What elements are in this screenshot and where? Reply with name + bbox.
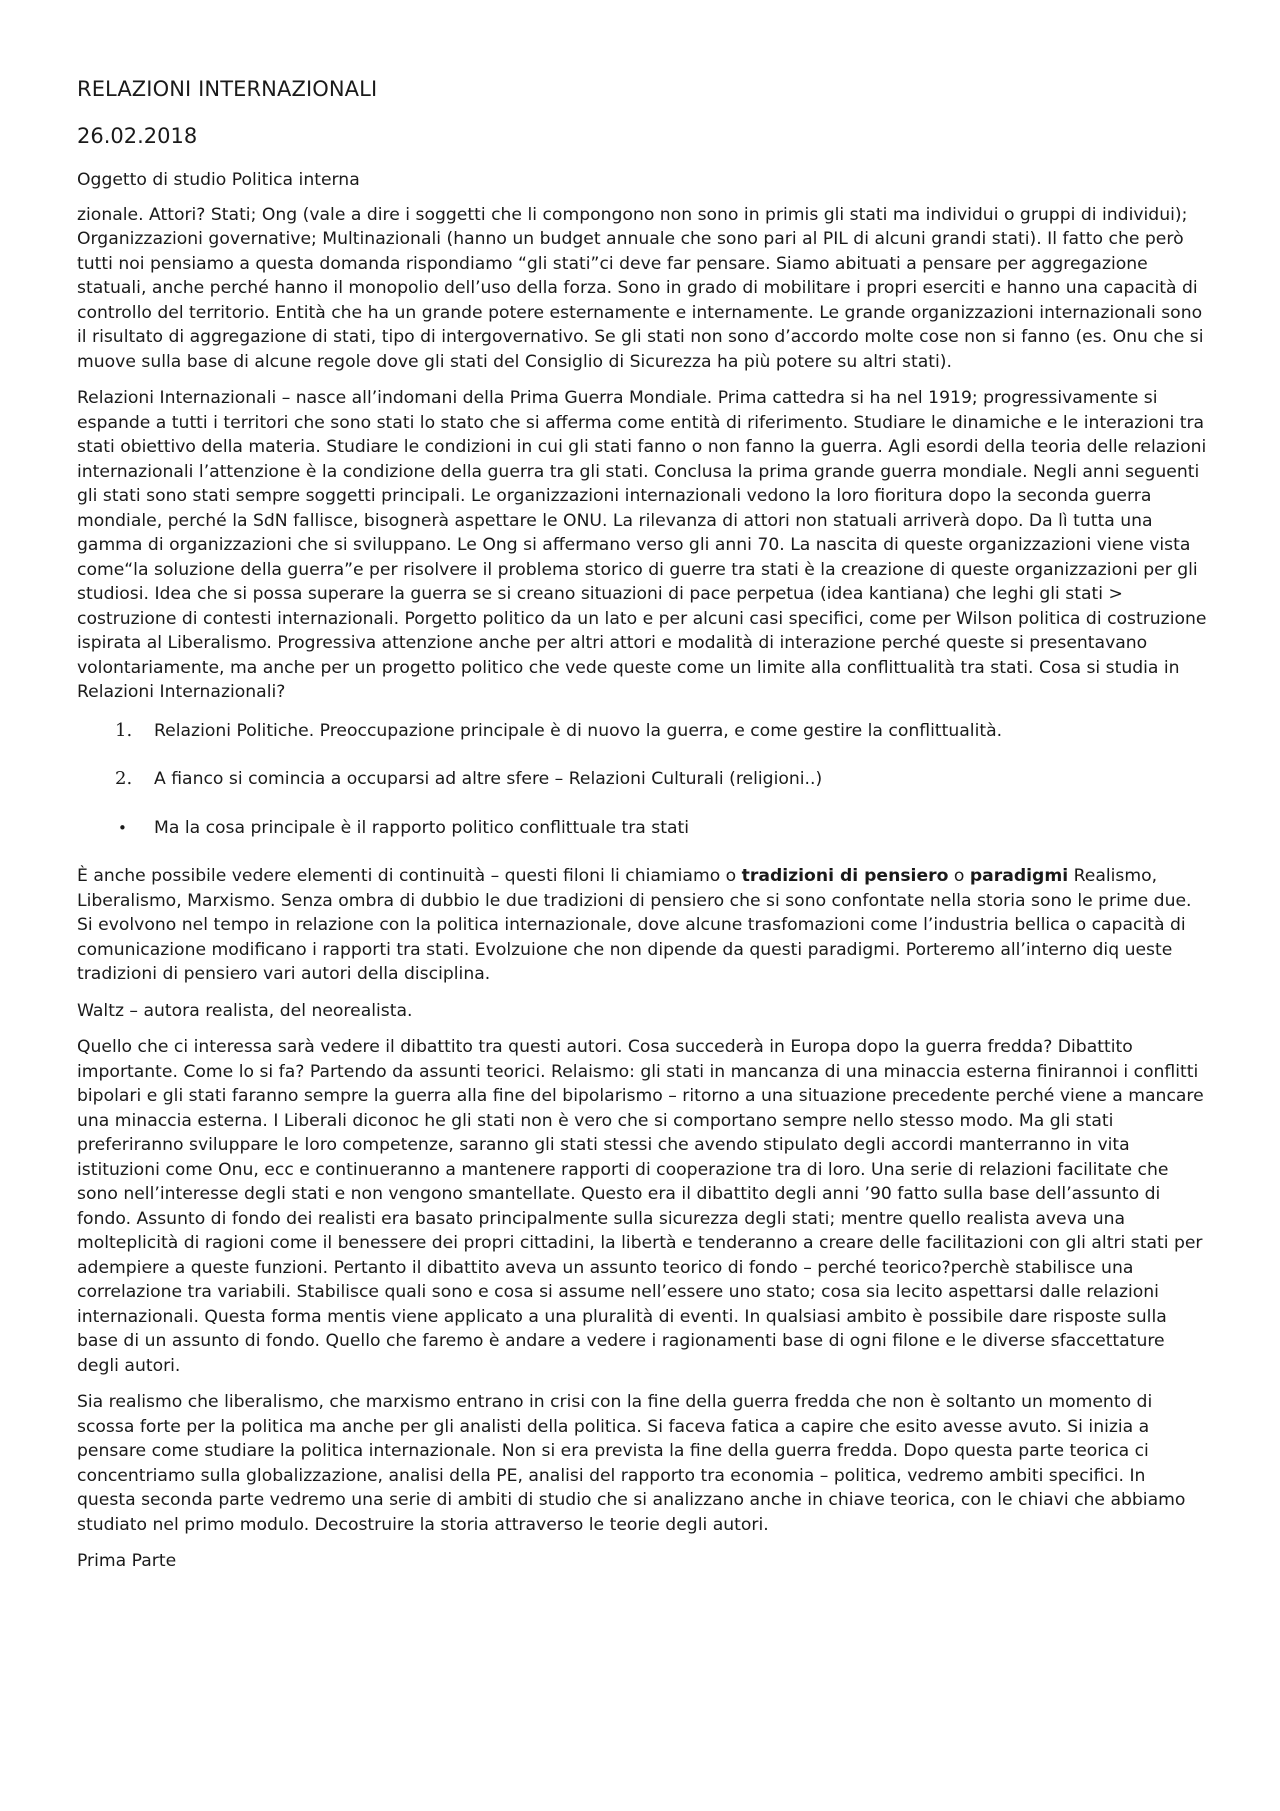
list-marker: 2. [115, 768, 133, 789]
list-item [77, 816, 1207, 841]
paragraph-actors: zionale. Attori? Stati; Ong (vale a dire i soggetti che li compongono non sono in primis gli stati ma individui o gruppi di individui); Organizzazioni governative; Multinazionali (hanno un budget annuale che sono pari al PIL di alcuni grandi stati). Il fatto che però tutti noi pensiamo a questa domanda rispondiamo “gli stati”ci deve far pensare. Siamo abituati a pensare per aggregazione statuali, anche perché hanno il monopolio dell’uso della forza. Sono in grado di mobilitare i propri eserciti e hanno una capacità di controllo del territorio. Entità che ha un grande potere esternamente e internamente. Le grande organizzazioni internazionali sono il risultato di aggregazione di stati, tipo di intergovernativo. Se gli stati non sono d’accordo molte cose non si fanno (es. Onu che si muove sulla base di alcune regole dove gli stati del Consiglio di Sicurezza ha più potere su altri stati). [77, 204, 1204, 372]
subject-line: Oggetto di studio Politica interna [77, 170, 360, 190]
term-tradizioni-di-pensiero: tradizioni di pensiero [741, 866, 949, 886]
term-paradigmi: paradigmi [969, 866, 1069, 886]
document-date: 26.02.2018 [77, 124, 198, 148]
paragraph-history: Relazioni Internazionali – nasce all’indomani della Prima Guerra Mondiale. Prima cattedra si ha nel 1919; progressivamente si espande a tutti i territori che sono stati lo stato che si afferma come entità di riferimento. Studiare le dinamiche e le interazioni tra stati obiettivo della materia. Studiare le condizioni in cui gli stati fanno o non fanno la guerra. Agli esordi della teoria delle relazioni internazionali l’attenzione è la condizione della guerra tra gli stati. Conclusa la prima grande guerra mondiale. Negli anni seguenti gli stati sono stati sempre soggetti principali. Le organizzazioni internazionali vedono la loro fioritura dopo la seconda guerra mondiale, perché la SdN fallisce, bisognerà aspettare le ONU. La rilevanza di attori non statuali arriverà dopo. Da lì tutta una gamma di organizzazioni che si sviluppano. Le Ong si affermano verso gli anni 70. La nascita di queste organizzazioni viene vista come“la soluzione della guerra”e per risolvere il problema storico di guerre tra stati è la creazione di queste organizzazioni per gli studiosi. Idea che si possa superare la guerra se si creano situazioni di pace perpetua (idea kantiana) che leghi gli stati > costruzione di contesti internazionali. Porgetto politico da un lato e per alcuni casi specifici, come per Wilson politica di costruzione ispirata al Liberalismo. Progressiva attenzione anche per altri attori e modalità di interazione perché queste si presentavano volontariamente, ma anche per un progetto politico che vede queste come un limite alla conflittualità tra stati. Cosa si studia in Relazioni Internazionali? [77, 388, 1207, 702]
list-item-text: Relazioni Politiche. Preoccupazione principale è di nuovo la guerra, e come gestire la conflittualità. [154, 720, 1003, 741]
list-item-text: Ma la cosa principale è il rapporto politico conflittuale tra stati [154, 817, 690, 838]
list-item [77, 719, 1207, 744]
paragraph-crisis: Sia realismo che liberalismo, che marxismo entrano in crisi con la fine della guerra fredda che non è soltanto un momento di scossa forte per la politica ma anche per gli analisti della politica. Si faceva fatica a capire che esito avesse avuto. Si inizia a pensare come studiare la politica internazionale. Non si era prevista la fine della guerra fredda. Dopo questa parte teorica ci concentriamo sulla globalizzazione, analisi della PE, analisi del rapporto tra economia – politica, vedremo ambiti specifici. In questa seconda parte vedremo una serie di ambiti di studio che si analizzano anche in chiave teorica, con le chiavi che abbiamo studiato nel primo modulo. Decostruire la storia attraverso le teorie degli autori. [77, 1392, 1186, 1535]
list-marker: 1. [115, 719, 133, 741]
paradigms-rest: Realismo, Liberalismo, Marxismo. Senza ombra di dubbio le due tradizioni di pensiero che si sono confontate nella storia sono le prime due. Si evolvono nel tempo in relazione con la politica internazionale, dove alcune trasfomazioni come l’industria bellica o capacità di comunicazione modificano i rapporti tra stati. Evolzuione che non dipende da questi paradigmi. Porteremo all’interno diq ueste tradizioni di pensiero vari autori della disciplina. [77, 866, 1192, 984]
paragraph-waltz: Waltz – autora realista, del neorealista. [77, 1000, 413, 1021]
paragraph-paradigms [77, 864, 1207, 987]
section-heading-prima-parte: Prima Parte [77, 1551, 177, 1571]
document-title: RELAZIONI INTERNAZIONALI [77, 77, 378, 101]
paradigms-mid: o [948, 866, 970, 886]
list-item [77, 767, 1207, 792]
document-page [77, 72, 1207, 1586]
paradigms-lead: È anche possibile vedere elementi di continuità – questi filoni li chiamiamo o [77, 866, 742, 886]
study-topics-list [77, 719, 1207, 841]
list-item-text: A fianco si comincia a occuparsi ad altre sfere – Relazioni Culturali (religioni..) [154, 769, 823, 789]
bullet-marker: • [118, 818, 127, 837]
paragraph-debate: Quello che ci interessa sarà vedere il dibattito tra questi autori. Cosa succederà in Europa dopo la guerra fredda? Dibattito importante. Come lo si fa? Partendo da assunti teorici. Relaismo: gli stati in mancanza di una minaccia esterna finirannoi i conflitti bipolari e gli stati faranno sempre la guerra alla fine del bipolarismo – ritorno a una situazione precedente perché viene a mancare una minaccia esterna. I Liberali diconoc he gli stati non è vero che si comportano sempre nello stesso modo. Ma gli stati preferiranno sviluppare le loro competenze, saranno gli stati stessi che avendo stipulato degli accordi manterranno in vita istituzioni come Onu, ecc e continueranno a mantenere rapporti di cooperazione tra di loro. Una serie di relazioni facilitate che sono nell’interesse degli stati e non vengono smantellate. Questo era il dibattito degli anni ’90 fatto sulla base dell’assunto di fondo. Assunto di fondo dei realisti era basato principalmente sulla sicurezza degli stati; mentre quello realista aveva una molteplicità di ragioni come il benessere dei propri cittadini, la libertà e tenderanno a creare delle facilitazioni con gli altri stati per adempiere a queste funzioni. Pertanto il dibattito aveva un assunto teorico di fondo – perché teorico?perchè stabilisce una correlazione tra variabili. Stabilisce quali sono e cosa si assume nell’essere uno stato; cosa sia lecito aspettarsi dalle relazioni internazionali. Questa forma mentis viene applicato a una pluralità di eventi. In qualsiasi ambito è possibile dare risposte sulla base di un assunto di fondo. Quello che faremo è andare a vedere i ragionamenti base di ogni filone e le diverse sfaccettature degli autori. [77, 1037, 1204, 1376]
